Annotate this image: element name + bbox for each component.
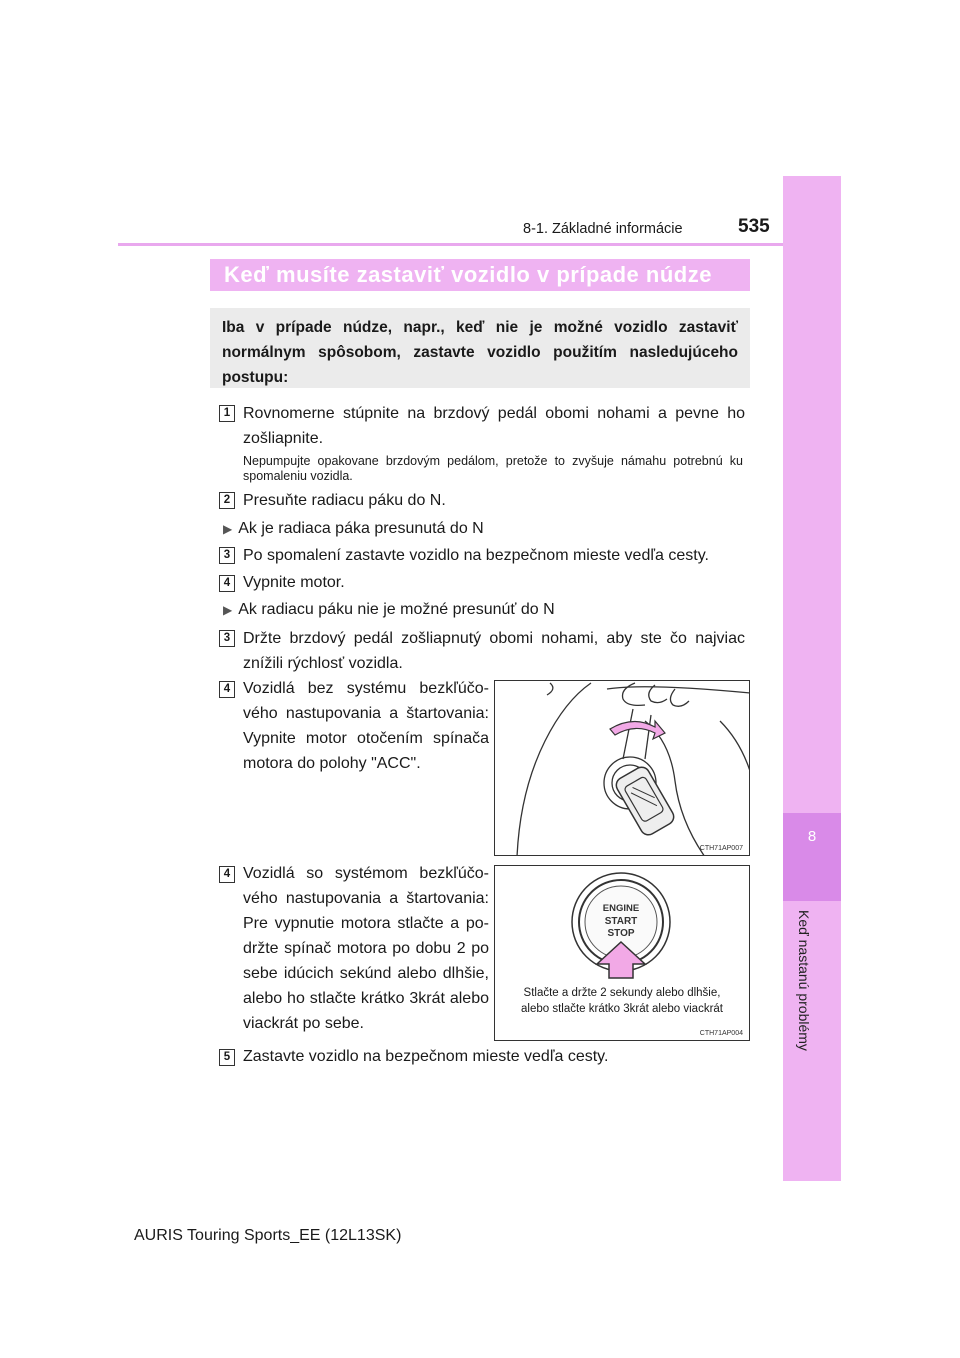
start-stop-button-illustration <box>495 866 750 986</box>
step-badge: 2 <box>219 492 235 509</box>
arrow-icon: ▶ <box>223 603 233 617</box>
condition-item <box>223 517 484 541</box>
page-title: Keď musíte zastaviť vozidlo v prípade núdze <box>210 259 750 291</box>
step-badge: 1 <box>219 405 235 422</box>
chapter-tab-active <box>783 813 841 901</box>
figure-code: CTH71AP004 <box>699 1030 743 1037</box>
button-text-engine: ENGINE <box>602 903 640 914</box>
figure-caption-line-1: Stlačte a držte 2 sekundy alebo dlhšie, <box>523 987 721 999</box>
ignition-key-illustration <box>495 681 750 856</box>
header-divider <box>118 243 783 246</box>
footer-model: AURIS Touring Sports_EE (12L13SK) <box>134 1227 402 1244</box>
step-text: Vypnite motor. <box>243 574 345 591</box>
intro-box: Iba v prípade núdze, napr., keď nie je možné vozidlo zastaviť normálnym spôsobom, zastavte vozidlo použitím nasledujúceho postupu: <box>210 308 750 388</box>
step-text: Držte brzdový pedál zošliapnutý obomi nohami, aby ste čo najviac znížili rýchlosť vozidla. <box>243 630 745 672</box>
start-stop-figure <box>494 865 750 1041</box>
page-number: 535 <box>738 216 770 237</box>
step-text: Zastavte vozidlo na bezpečnom mieste vedľa cesty. <box>243 1048 609 1065</box>
chapter-number: 8 <box>807 828 817 845</box>
step-note: Nepumpujte opakovane brzdovým pedálom, pretože to zvyšuje námahu potrebnú ku spomaleniu vozidla. <box>243 454 743 483</box>
chapter-label: Keď nastanú problémy <box>796 910 812 1051</box>
step-badge: 3 <box>219 547 235 564</box>
figure-code: CTH71AP007 <box>699 845 743 852</box>
step-badge: 3 <box>219 630 235 647</box>
step-text: Rovnomerne stúpnite na brzdový pedál obomi nohami a pevne ho zošliapnite. <box>243 405 745 447</box>
condition-item <box>223 598 555 622</box>
arrow-icon: ▶ <box>223 522 233 536</box>
step-text: Vozidlá bez systému bezkľúčo-vého nastupovania a štartovania: Vypnite motor otočením spínača motora do polohy "ACC". <box>243 680 489 772</box>
section-title: 8-1. Základné informácie <box>523 221 683 237</box>
step-badge: 4 <box>219 681 235 698</box>
step-text: Vozidlá so systémom bezkľúčo-vého nastupovania a štartovania: Pre vypnutie motora stlačte a po-držte spínač motora po dobu 2 po sebe idúcich sekúnd alebo dlhšie, alebo ho stlačte krátko 3krát alebo viackrát po sebe. <box>243 865 489 1032</box>
ignition-key-figure <box>494 680 750 856</box>
step-text: Presuňte radiacu páku do N. <box>243 492 446 509</box>
chapter-tab <box>783 176 841 1181</box>
figure-caption-line-2: alebo stlačte krátko 3krát alebo viackrát <box>521 1003 723 1015</box>
step-badge: 5 <box>219 1049 235 1066</box>
button-text-stop: STOP <box>607 928 635 939</box>
step-text: Po spomalení zastavte vozidlo na bezpečnom mieste vedľa cesty. <box>243 547 709 564</box>
condition-text: Ak radiacu páku nie je možné presunúť do N <box>238 601 555 618</box>
step-badge: 4 <box>219 866 235 883</box>
button-text-start: START <box>604 916 638 927</box>
step-badge: 4 <box>219 575 235 592</box>
condition-text: Ak je radiaca páka presunutá do N <box>238 520 484 537</box>
